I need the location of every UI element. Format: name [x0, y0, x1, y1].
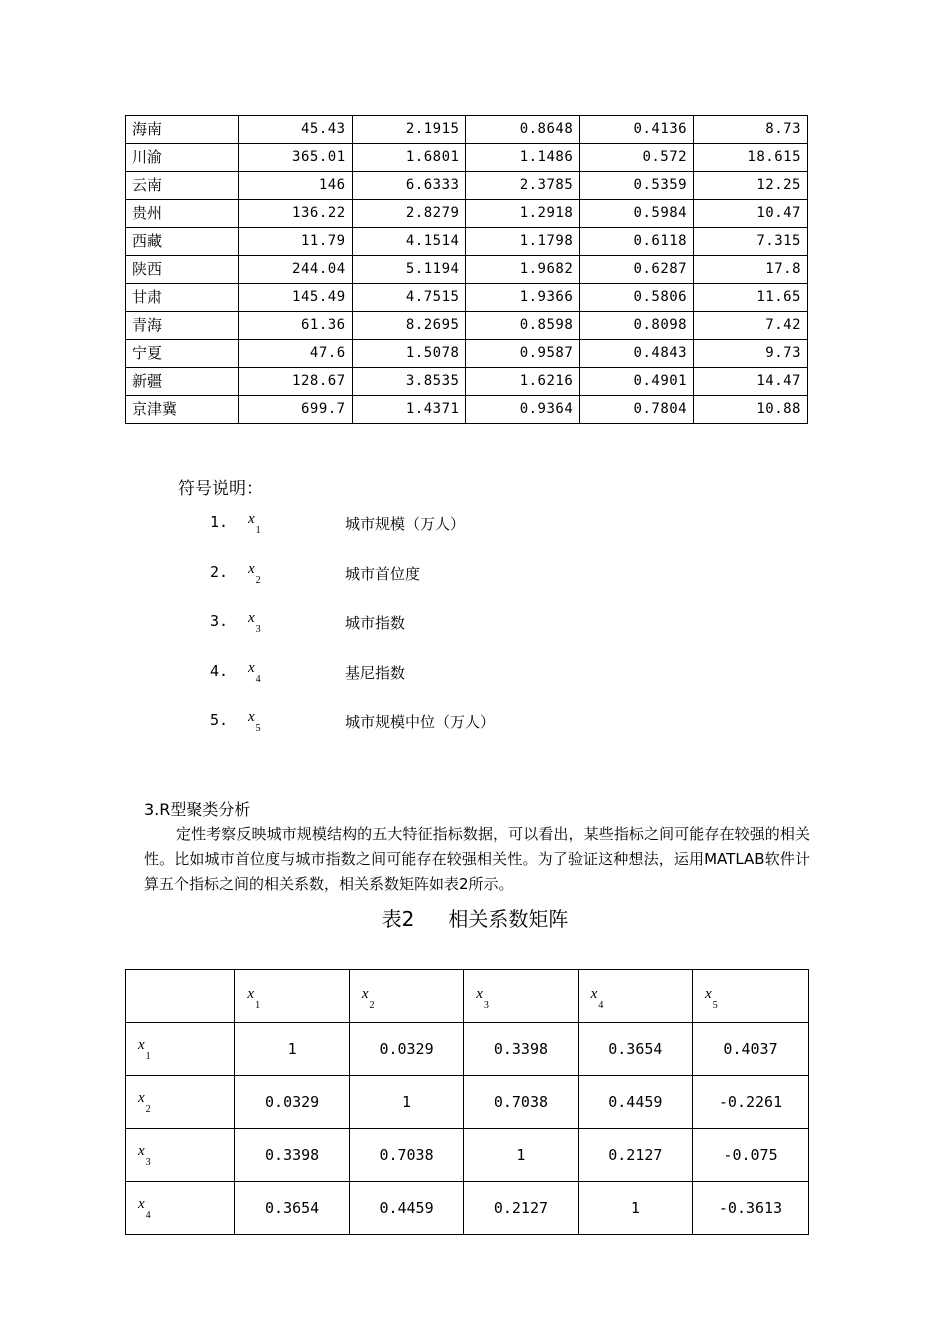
legend-item — [210, 563, 710, 593]
value-cell: 0.7038 — [349, 1129, 463, 1182]
value-cell: 61.36 — [238, 312, 352, 340]
value-cell: 0.4459 — [349, 1182, 463, 1235]
city-data-table — [125, 115, 808, 424]
region-cell: 青海 — [126, 312, 239, 340]
value-cell: 1.9682 — [466, 256, 580, 284]
legend-index: 1. — [210, 513, 229, 531]
value-cell: 4.1514 — [352, 228, 466, 256]
value-cell: 14.47 — [694, 368, 808, 396]
value-cell: 699.7 — [238, 396, 352, 424]
value-cell: 146 — [238, 172, 352, 200]
legend-index: 4. — [210, 662, 229, 680]
table-row — [126, 172, 808, 200]
value-cell: 0.9364 — [466, 396, 580, 424]
legend-title: 符号说明： — [178, 479, 263, 499]
value-cell: 0.3398 — [235, 1129, 349, 1182]
value-cell: -0.2261 — [693, 1076, 809, 1129]
value-cell: 0.9587 — [466, 340, 580, 368]
value-cell: 0.2127 — [464, 1182, 578, 1235]
table-row — [126, 1182, 809, 1235]
value-cell: 1 — [235, 1023, 349, 1076]
section-heading: 3.R型聚类分析 — [144, 800, 251, 819]
legend-description: 城市规模（万人） — [345, 515, 466, 533]
value-cell: 7.42 — [694, 312, 808, 340]
value-cell: 8.2695 — [352, 312, 466, 340]
table-caption-label: 表2 — [381, 907, 415, 931]
value-cell: 0.8648 — [466, 116, 580, 144]
value-cell: 0.3654 — [578, 1023, 692, 1076]
legend-index: 2. — [210, 563, 229, 581]
value-cell: 136.22 — [238, 200, 352, 228]
region-cell: 宁夏 — [126, 340, 239, 368]
value-cell: 45.43 — [238, 116, 352, 144]
value-cell: 8.73 — [694, 116, 808, 144]
table-row — [126, 144, 808, 172]
legend-description: 城市指数 — [345, 614, 406, 632]
legend-description: 城市规模中位（万人） — [345, 713, 496, 731]
column-header: $x_2$ — [349, 970, 463, 1023]
value-cell: 0.6118 — [580, 228, 694, 256]
legend-index: 5. — [210, 711, 229, 729]
value-cell: 0.3398 — [464, 1023, 578, 1076]
value-cell: 10.47 — [694, 200, 808, 228]
value-cell: 10.88 — [694, 396, 808, 424]
region-cell: 新疆 — [126, 368, 239, 396]
table-row — [126, 1076, 809, 1129]
legend-variable: $x_3$ — [248, 610, 261, 635]
column-header: $x_1$ — [235, 970, 349, 1023]
value-cell: 0.8598 — [466, 312, 580, 340]
region-cell: 陕西 — [126, 256, 239, 284]
value-cell: 1 — [464, 1129, 578, 1182]
value-cell: 0.4843 — [580, 340, 694, 368]
table-row — [126, 1129, 809, 1182]
value-cell: 0.8098 — [580, 312, 694, 340]
value-cell: 1.6801 — [352, 144, 466, 172]
value-cell: 1.4371 — [352, 396, 466, 424]
value-cell: 2.1915 — [352, 116, 466, 144]
value-cell: 17.8 — [694, 256, 808, 284]
value-cell: 0.572 — [580, 144, 694, 172]
header-row — [126, 970, 809, 1023]
legend-item — [210, 711, 710, 741]
value-cell: 5.1194 — [352, 256, 466, 284]
value-cell: 1 — [349, 1076, 463, 1129]
value-cell: 6.6333 — [352, 172, 466, 200]
value-cell: 12.25 — [694, 172, 808, 200]
value-cell: 1.6216 — [466, 368, 580, 396]
table-row — [126, 368, 808, 396]
value-cell: 0.6287 — [580, 256, 694, 284]
value-cell: 0.4459 — [578, 1076, 692, 1129]
legend-item — [210, 513, 710, 543]
legend-index: 3. — [210, 612, 229, 630]
table-row — [126, 1023, 809, 1076]
region-cell: 云南 — [126, 172, 239, 200]
value-cell: 0.4901 — [580, 368, 694, 396]
legend-variable: $x_5$ — [248, 709, 261, 734]
table-caption-title: 相关系数矩阵 — [448, 907, 569, 931]
value-cell: 11.65 — [694, 284, 808, 312]
legend-item — [210, 662, 710, 692]
value-cell: 0.5806 — [580, 284, 694, 312]
legend-variable: $x_1$ — [248, 511, 261, 536]
table-row — [126, 256, 808, 284]
region-cell: 海南 — [126, 116, 239, 144]
region-cell: 贵州 — [126, 200, 239, 228]
table-row — [126, 200, 808, 228]
row-header: $x_3$ — [126, 1129, 235, 1182]
value-cell: 3.8535 — [352, 368, 466, 396]
value-cell: 365.01 — [238, 144, 352, 172]
row-header: $x_2$ — [126, 1076, 235, 1129]
value-cell: 0.7804 — [580, 396, 694, 424]
table-row — [126, 228, 808, 256]
value-cell: 11.79 — [238, 228, 352, 256]
value-cell: 1.1798 — [466, 228, 580, 256]
correlation-matrix-table — [125, 969, 809, 1235]
value-cell: 2.8279 — [352, 200, 466, 228]
row-header: $x_1$ — [126, 1023, 235, 1076]
table-row — [126, 396, 808, 424]
region-cell: 甘肃 — [126, 284, 239, 312]
value-cell: 1.2918 — [466, 200, 580, 228]
table-caption — [0, 903, 950, 932]
value-cell: 0.2127 — [578, 1129, 692, 1182]
value-cell: 0.4136 — [580, 116, 694, 144]
legend-variable: $x_2$ — [248, 561, 261, 586]
column-header: $x_5$ — [693, 970, 809, 1023]
value-cell: 244.04 — [238, 256, 352, 284]
region-cell: 京津冀 — [126, 396, 239, 424]
legend-item — [210, 612, 710, 642]
value-cell: 0.3654 — [235, 1182, 349, 1235]
value-cell: 7.315 — [694, 228, 808, 256]
value-cell: 0.0329 — [349, 1023, 463, 1076]
table-row — [126, 284, 808, 312]
legend-description: 城市首位度 — [345, 565, 421, 583]
section-paragraph: 定性考察反映城市规模结构的五大特征指标数据，可以看出，某些指标之间可能存在较强的相关性。比如城市首位度与城市指数之间可能存在较强相关性。为了验证这种想法，运用MATLAB软件计算五个指标之间的相关系数，相关系数矩阵如表2所示。 — [144, 825, 810, 893]
value-cell: 0.5359 — [580, 172, 694, 200]
corner-cell — [126, 970, 235, 1023]
table-row — [126, 340, 808, 368]
value-cell: 1.5078 — [352, 340, 466, 368]
region-cell: 西藏 — [126, 228, 239, 256]
value-cell: 47.6 — [238, 340, 352, 368]
value-cell: 1 — [578, 1182, 692, 1235]
column-header: $x_4$ — [578, 970, 692, 1023]
value-cell: 1.9366 — [466, 284, 580, 312]
value-cell: 0.7038 — [464, 1076, 578, 1129]
value-cell: 18.615 — [694, 144, 808, 172]
value-cell: 0.4037 — [693, 1023, 809, 1076]
column-header: $x_3$ — [464, 970, 578, 1023]
value-cell: 128.67 — [238, 368, 352, 396]
value-cell: 9.73 — [694, 340, 808, 368]
legend-description: 基尼指数 — [345, 664, 406, 682]
value-cell: -0.3613 — [693, 1182, 809, 1235]
value-cell: 1.1486 — [466, 144, 580, 172]
region-cell: 川渝 — [126, 144, 239, 172]
value-cell: 2.3785 — [466, 172, 580, 200]
value-cell: 145.49 — [238, 284, 352, 312]
value-cell: -0.075 — [693, 1129, 809, 1182]
legend-variable: $x_4$ — [248, 660, 261, 685]
value-cell: 4.7515 — [352, 284, 466, 312]
value-cell: 0.5984 — [580, 200, 694, 228]
row-header: $x_4$ — [126, 1182, 235, 1235]
table-row — [126, 116, 808, 144]
value-cell: 0.0329 — [235, 1076, 349, 1129]
table-row — [126, 312, 808, 340]
